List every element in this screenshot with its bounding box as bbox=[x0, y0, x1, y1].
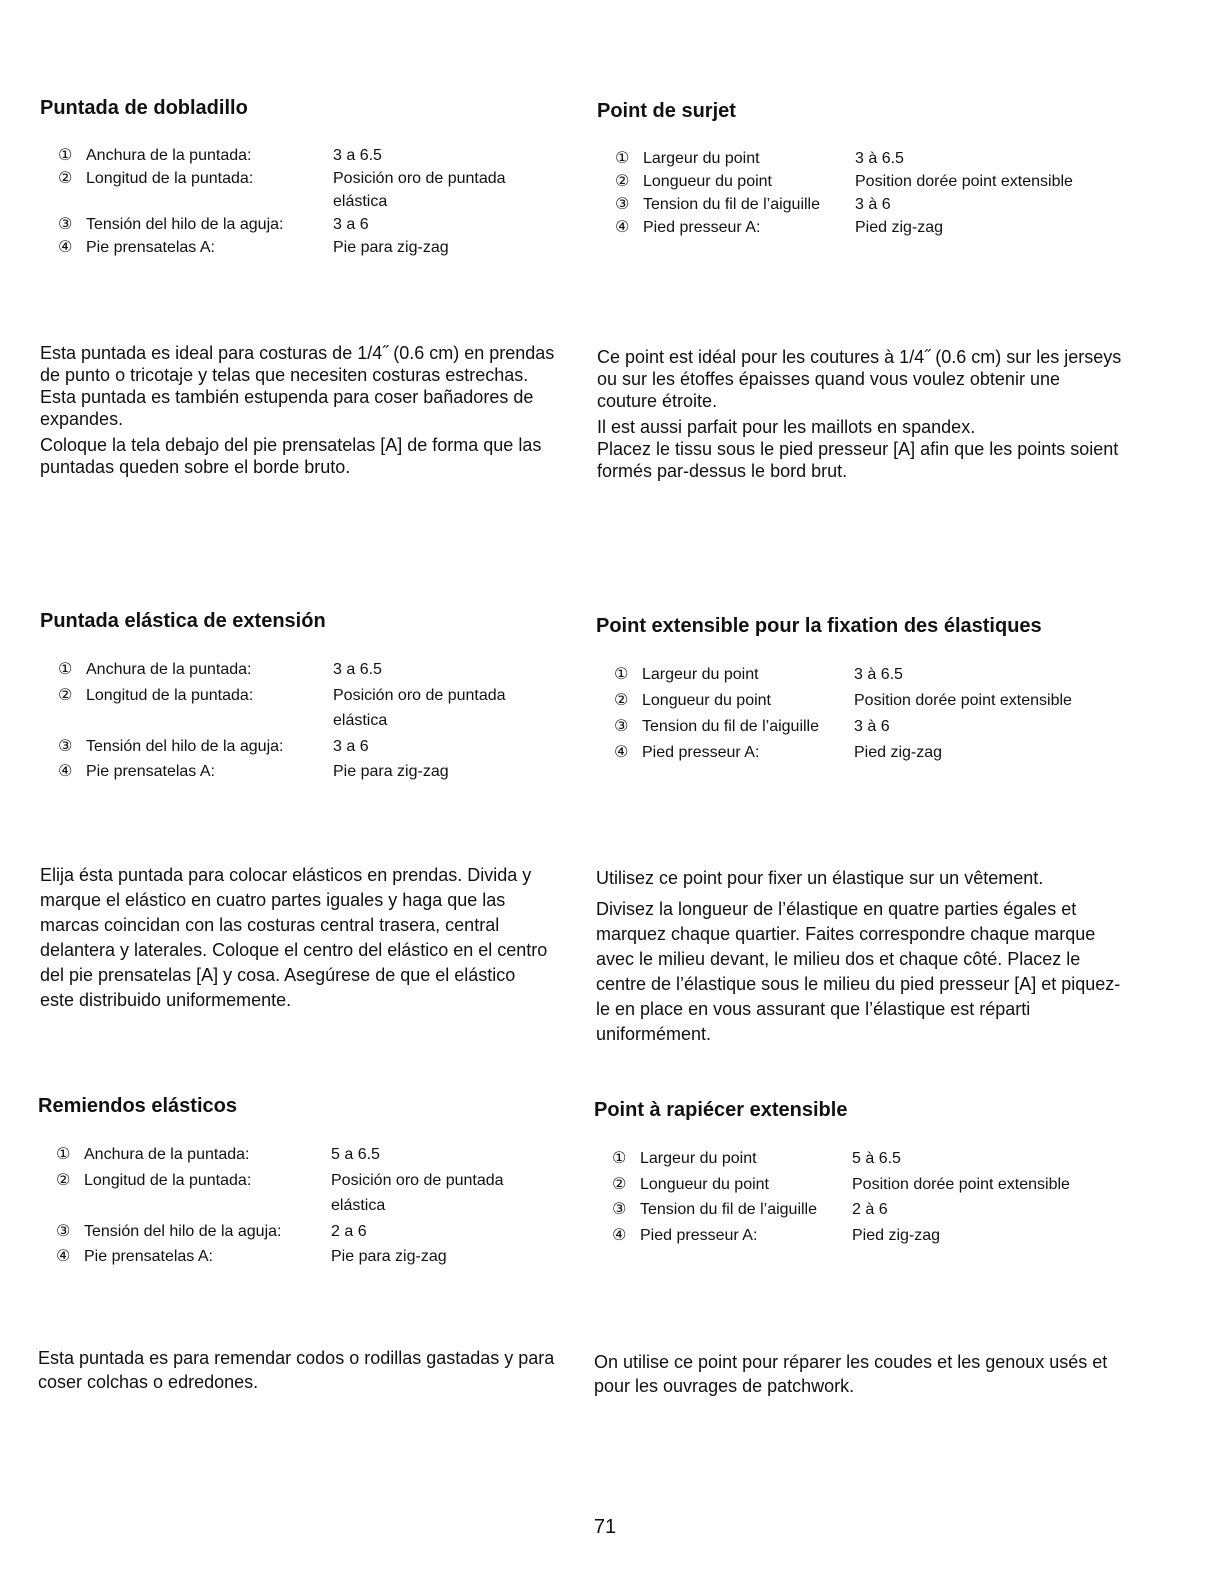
setting-label: Tensión del hilo de la aguja: bbox=[86, 216, 284, 233]
setting-label: Tension du fil de l’aiguille bbox=[642, 718, 819, 735]
setting-value: Position dorée point extensible bbox=[854, 692, 1072, 709]
setting-value: 3 à 6 bbox=[855, 196, 891, 213]
setting-label: Anchura de la puntada: bbox=[86, 147, 252, 164]
setting-row bbox=[58, 734, 560, 760]
setting-number: ① bbox=[58, 147, 73, 164]
setting-number: ③ bbox=[614, 718, 629, 735]
setting-label: Longitud de la puntada: bbox=[86, 170, 254, 187]
setting-row bbox=[56, 1168, 558, 1219]
setting-label: Largeur du point bbox=[640, 1150, 757, 1167]
setting-value: 2 à 6 bbox=[852, 1201, 888, 1218]
setting-value: Pied zig-zag bbox=[854, 744, 943, 761]
setting-row bbox=[58, 759, 560, 785]
paragraph: On utilise ce point pour réparer les coudes et les genoux usés et pour les ouvrages de patchwork. bbox=[594, 1352, 1108, 1396]
setting-value: 3 a 6.5 bbox=[333, 661, 382, 678]
setting-row bbox=[56, 1244, 558, 1270]
setting-row bbox=[614, 662, 1136, 688]
paragraph: Esta puntada es ideal para costuras de 1/4˝ (0.6 cm) en prendas de punto o tricotaje y telas que necesiten costuras estrechas. Esta puntada es también estupenda para coser bañadores de expandes. bbox=[40, 343, 555, 429]
setting-number: ① bbox=[615, 150, 630, 167]
setting-label: Pie prensatelas A: bbox=[84, 1248, 213, 1265]
settings-list bbox=[56, 1142, 558, 1270]
setting-value: Posición oro de puntada elástica bbox=[333, 170, 506, 210]
setting-number: ③ bbox=[56, 1222, 71, 1240]
setting-value: Position dorée point extensible bbox=[852, 1175, 1070, 1193]
paragraph: Ce point est idéal pour les coutures à 1/4˝ (0.6 cm) sur les jerseys ou sur les étoffes épaisses quand vous voulez obtenir une couture étroite. bbox=[597, 347, 1122, 411]
setting-row bbox=[58, 144, 560, 167]
section-1-french bbox=[597, 99, 1137, 239]
setting-label: Tensión del hilo de la aguja: bbox=[84, 1222, 282, 1240]
setting-label: Longueur du point bbox=[642, 692, 771, 709]
section-3-french bbox=[594, 1098, 1134, 1248]
setting-number: ② bbox=[612, 1175, 627, 1193]
setting-value: Pied zig-zag bbox=[855, 219, 944, 236]
setting-row bbox=[56, 1142, 558, 1168]
setting-row bbox=[614, 688, 1136, 714]
setting-value: 3 a 6 bbox=[333, 737, 369, 755]
setting-row bbox=[612, 1172, 1134, 1198]
setting-value: Pie para zig-zag bbox=[331, 1248, 447, 1265]
setting-label: Pied presseur A: bbox=[642, 744, 760, 761]
setting-value: 3 à 6.5 bbox=[855, 150, 904, 167]
setting-row bbox=[612, 1223, 1134, 1249]
section-2-french bbox=[596, 614, 1136, 766]
setting-row bbox=[614, 740, 1136, 766]
setting-number: ① bbox=[612, 1150, 627, 1167]
setting-number: ③ bbox=[612, 1201, 627, 1218]
setting-row bbox=[615, 193, 1137, 216]
section-1-spanish bbox=[40, 96, 560, 259]
setting-label: Anchura de la puntada: bbox=[84, 1146, 250, 1163]
setting-value: 5 a 6.5 bbox=[331, 1146, 380, 1163]
setting-number: ② bbox=[615, 173, 630, 190]
paragraph: Esta puntada es para remendar codos o rodillas gastadas y para coser colchas o edredones. bbox=[38, 1348, 555, 1392]
setting-label: Tension du fil de l’aiguille bbox=[640, 1201, 817, 1218]
setting-value: Position dorée point extensible bbox=[855, 173, 1073, 190]
setting-row bbox=[614, 714, 1136, 740]
setting-label: Tension du fil de l’aiguille bbox=[643, 196, 820, 213]
setting-label: Pied presseur A: bbox=[643, 219, 761, 236]
setting-row bbox=[615, 147, 1137, 170]
setting-value: 3 à 6.5 bbox=[854, 666, 903, 683]
setting-row bbox=[615, 170, 1137, 193]
section-1-french-text bbox=[597, 346, 1122, 482]
setting-number: ② bbox=[614, 692, 629, 709]
setting-number: ④ bbox=[614, 744, 629, 761]
section-3-spanish bbox=[38, 1094, 558, 1270]
setting-number: ④ bbox=[612, 1226, 627, 1244]
section-title: Point à rapiécer extensible bbox=[594, 1099, 848, 1121]
paragraph: Divisez la longueur de l’élastique en quatre parties égales et marquez chaque quartier. Faites correspondre chaque marque avec le milieu devant, le milieu dos et chaque côté. Placez le centre de l’élastique sous le milieu du pied presseur [A] et piquez-le en place en vous assurant que l’élastique est réparti uniformément. bbox=[596, 899, 1121, 1044]
setting-value: 5 à 6.5 bbox=[852, 1150, 901, 1167]
paragraph: Placez le tissu sous le pied presseur [A] afin que les points soient formés par-dessus le bord brut. bbox=[597, 439, 1119, 481]
setting-label: Longueur du point bbox=[643, 173, 772, 190]
section-2-spanish bbox=[40, 609, 560, 785]
settings-list bbox=[615, 147, 1137, 239]
settings-list bbox=[612, 1146, 1134, 1248]
setting-row bbox=[615, 216, 1137, 239]
section-2-spanish-text bbox=[40, 863, 550, 1013]
setting-value: Posición oro de puntada elástica bbox=[331, 1171, 504, 1214]
section-3-french-text bbox=[594, 1350, 1119, 1398]
setting-value: 3 à 6 bbox=[854, 718, 890, 735]
section-3-spanish-text bbox=[38, 1346, 568, 1394]
setting-number: ④ bbox=[615, 219, 630, 236]
setting-number: ② bbox=[56, 1171, 71, 1189]
setting-label: Anchura de la puntada: bbox=[86, 661, 252, 678]
section-2-french-text bbox=[596, 866, 1121, 1047]
setting-row bbox=[56, 1219, 558, 1245]
setting-row bbox=[58, 236, 560, 259]
setting-number: ① bbox=[56, 1146, 71, 1163]
setting-number: ③ bbox=[58, 737, 73, 755]
section-title: Puntada de dobladillo bbox=[40, 97, 248, 119]
setting-value: Pie para zig-zag bbox=[333, 763, 449, 780]
setting-number: ④ bbox=[58, 239, 73, 256]
setting-row bbox=[58, 213, 560, 236]
setting-label: Longitud de la puntada: bbox=[84, 1171, 252, 1189]
paragraph: Coloque la tela debajo del pie prensatelas [A] de forma que las puntadas queden sobre el borde bruto. bbox=[40, 435, 542, 477]
setting-label: Largeur du point bbox=[643, 150, 760, 167]
setting-label: Largeur du point bbox=[642, 666, 759, 683]
paragraph: Utilisez ce point pour fixer un élastique sur un vêtement. bbox=[596, 868, 1044, 888]
setting-value: 2 a 6 bbox=[331, 1222, 367, 1240]
setting-row bbox=[58, 683, 560, 734]
section-1-spanish-text bbox=[40, 342, 565, 478]
page-number: 71 bbox=[593, 1516, 617, 1538]
setting-value: 3 a 6 bbox=[333, 216, 369, 233]
setting-number: ① bbox=[614, 666, 629, 683]
setting-label: Pied presseur A: bbox=[640, 1226, 758, 1244]
setting-label: Tensión del hilo de la aguja: bbox=[86, 737, 284, 755]
setting-label: Longitud de la puntada: bbox=[86, 686, 254, 704]
section-title: Remiendos elásticos bbox=[38, 1095, 237, 1117]
setting-label: Pie prensatelas A: bbox=[86, 239, 215, 256]
setting-number: ④ bbox=[56, 1248, 71, 1265]
setting-value: Posición oro de puntada elástica bbox=[333, 686, 506, 729]
section-title: Point de surjet bbox=[597, 100, 736, 122]
section-title: Point extensible pour la fixation des élastiques bbox=[596, 615, 1042, 637]
setting-number: ③ bbox=[615, 196, 630, 213]
paragraph: Elija ésta puntada para colocar elásticos en prendas. Divida y marque el elástico en cuatro partes iguales y haga que las marcas coincidan con las costuras central trasera, central delantera y laterales. Coloque el centro del elástico en el centro del pie prensatelas [A] y cosa. Asegúrese de que el elástico este distribuido uniformemente. bbox=[40, 865, 548, 1010]
section-title: Puntada elástica de extensión bbox=[40, 610, 326, 632]
setting-row bbox=[58, 657, 560, 683]
setting-number: ④ bbox=[58, 763, 73, 780]
settings-list bbox=[58, 657, 560, 785]
setting-value: Pied zig-zag bbox=[852, 1226, 941, 1244]
setting-row bbox=[58, 167, 560, 213]
settings-list bbox=[58, 144, 560, 259]
setting-row bbox=[612, 1146, 1134, 1172]
settings-list bbox=[614, 662, 1136, 766]
setting-number: ② bbox=[58, 686, 73, 704]
setting-label: Longueur du point bbox=[640, 1175, 769, 1193]
setting-number: ③ bbox=[58, 216, 73, 233]
paragraph: Il est aussi parfait pour les maillots en spandex. bbox=[597, 417, 976, 437]
setting-number: ① bbox=[58, 661, 73, 678]
setting-row bbox=[612, 1197, 1134, 1223]
setting-number: ② bbox=[58, 170, 73, 187]
setting-value: 3 a 6.5 bbox=[333, 147, 382, 164]
setting-label: Pie prensatelas A: bbox=[86, 763, 215, 780]
setting-value: Pie para zig-zag bbox=[333, 239, 449, 256]
